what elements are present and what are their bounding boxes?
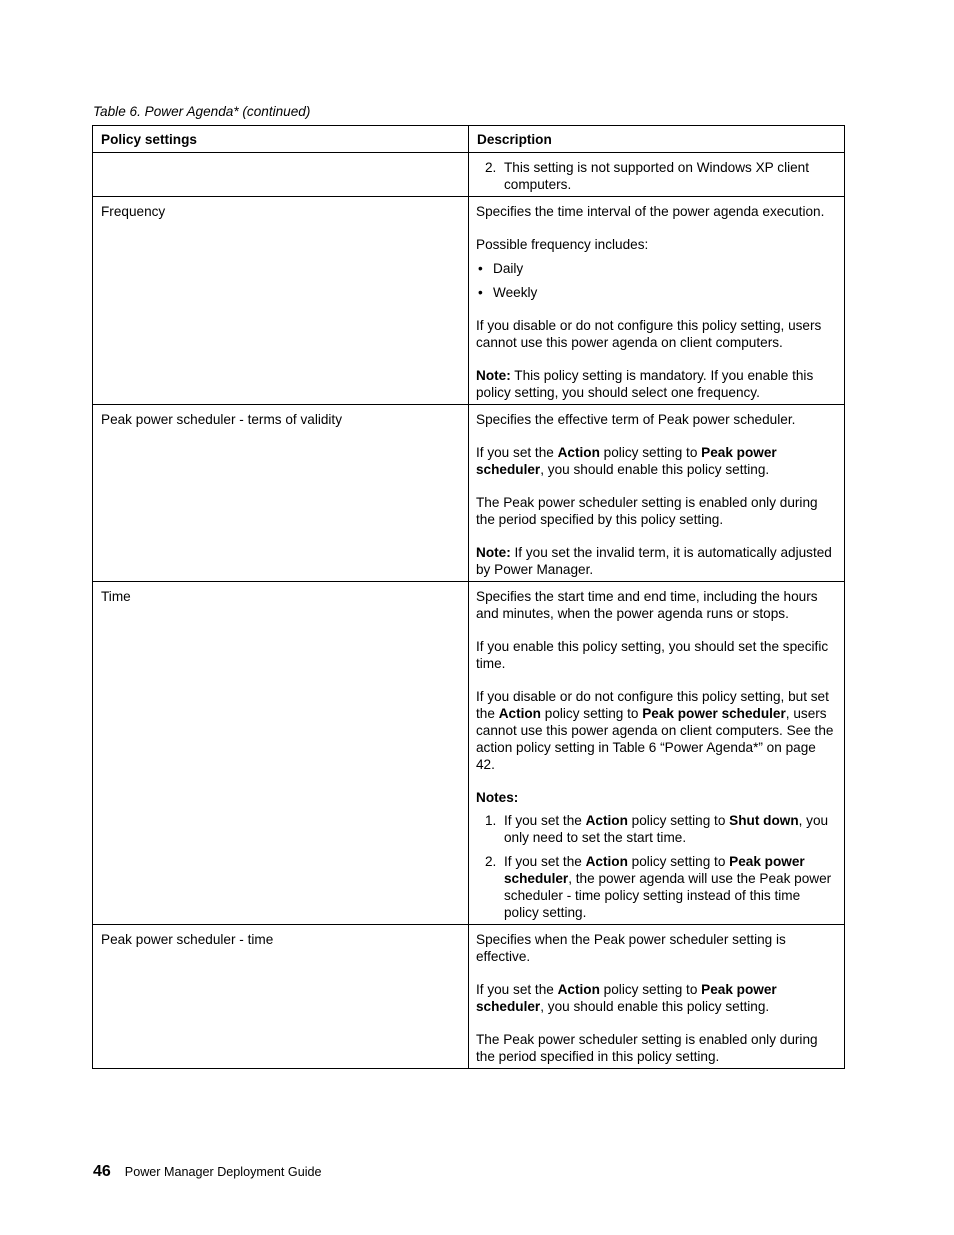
list-item: • Daily: [476, 260, 838, 277]
paragraph: Possible frequency includes:: [476, 237, 649, 252]
table-row: [93, 153, 845, 197]
text-run: , the power agenda will use the Peak power scheduler - time policy setting instead of this time policy setting.: [504, 871, 832, 920]
notes-heading: Notes:: [476, 790, 519, 805]
page-footer: [93, 1163, 322, 1181]
list-text: This setting is not supported on Windows XP client computers.: [504, 160, 810, 192]
list-number: 2.: [485, 160, 497, 175]
text-run: If you set the: [476, 982, 558, 997]
bold-run: Action: [498, 706, 541, 721]
text-run: , you should enable this policy setting.: [540, 462, 770, 477]
text-run: policy setting to: [599, 445, 702, 460]
bold-run: Action: [585, 854, 628, 869]
text-run: If you set the: [504, 854, 586, 869]
note-text: This policy setting is mandatory. If you enable this policy setting, you should select one frequency.: [476, 368, 814, 400]
text-run: policy setting to: [540, 706, 643, 721]
note-label: Note:: [476, 368, 511, 383]
bold-run: Action: [585, 813, 628, 828]
table-header-row: [93, 126, 845, 153]
list-item: [476, 853, 838, 921]
description-cell: [469, 405, 845, 582]
text-run: , users cannot use this power agenda on client computers. See the action policy setting in Table 6 “Power Agenda*” on page 42.: [476, 706, 834, 772]
text-run: policy setting to: [627, 813, 730, 828]
policy-cell: [93, 153, 469, 197]
bold-run: Peak power scheduler: [642, 706, 786, 721]
bold-run: Action: [557, 982, 600, 997]
paragraph: [476, 981, 838, 1015]
numbered-list: [476, 159, 838, 193]
description-cell: [469, 197, 845, 405]
policy-table: [92, 125, 845, 1069]
note-text: If you set the invalid term, it is automatically adjusted by Power Manager.: [476, 545, 832, 577]
policy-cell: Peak power scheduler - time: [93, 925, 469, 1069]
page-number: 46: [93, 1163, 111, 1180]
text-run: If you set the: [504, 813, 586, 828]
note-label: Note:: [476, 545, 511, 560]
policy-cell: Frequency: [93, 197, 469, 405]
header-description: Description: [469, 126, 845, 153]
list-number: 2.: [485, 854, 497, 869]
text-run: If you set the: [476, 445, 558, 460]
document-title: Power Manager Deployment Guide: [124, 1165, 322, 1179]
paragraph: [476, 444, 838, 478]
paragraph: Specifies the start time and end time, including the hours and minutes, when the power agenda runs or stops.: [476, 589, 818, 621]
policy-cell: Peak power scheduler - terms of validity: [93, 405, 469, 582]
paragraph: Specifies the effective term of Peak power scheduler.: [476, 412, 796, 427]
bold-run: Peak power scheduler: [476, 445, 777, 477]
paragraph: Specifies the time interval of the power agenda execution.: [476, 204, 825, 219]
list-item: • Weekly: [476, 284, 838, 301]
description-cell: [469, 153, 845, 197]
bold-run: Action: [557, 445, 600, 460]
list-item: [476, 159, 838, 193]
description-cell: [469, 582, 845, 925]
policy-cell: Time: [93, 582, 469, 925]
text-run: policy setting to: [627, 854, 730, 869]
numbered-list: [476, 812, 838, 921]
text-run: , you only need to set the start time.: [504, 813, 829, 845]
bullet-list: [476, 260, 838, 301]
description-cell: [469, 925, 845, 1069]
table-row: [93, 925, 845, 1069]
table-row: [93, 197, 845, 405]
table-caption: Table 6. Power Agenda* (continued): [93, 104, 311, 119]
table-row: [93, 405, 845, 582]
paragraph: [476, 688, 838, 773]
text-run: , you should enable this policy setting.: [540, 999, 770, 1014]
table-row: [93, 582, 845, 925]
header-policy-settings: Policy settings: [93, 126, 469, 153]
bold-run: Shut down: [729, 813, 799, 828]
paragraph: If you enable this policy setting, you should set the specific time.: [476, 639, 829, 671]
text-run: If you disable or do not configure this policy setting, but set the: [476, 689, 829, 721]
paragraph: Specifies when the Peak power scheduler setting is effective.: [476, 932, 786, 964]
paragraph: The Peak power scheduler setting is enabled only during the period specified by this policy setting.: [476, 495, 818, 527]
paragraph: The Peak power scheduler setting is enabled only during the period specified in this policy setting.: [476, 1032, 818, 1064]
note-paragraph: [476, 367, 838, 401]
note-paragraph: [476, 544, 838, 578]
bold-run: Peak power scheduler: [476, 982, 777, 1014]
bold-run: Peak power scheduler: [504, 854, 805, 886]
text-run: policy setting to: [599, 982, 702, 997]
paragraph: If you disable or do not configure this policy setting, users cannot use this power agenda on client computers.: [476, 318, 822, 350]
list-number: 1.: [485, 813, 497, 828]
list-item: [476, 812, 838, 846]
